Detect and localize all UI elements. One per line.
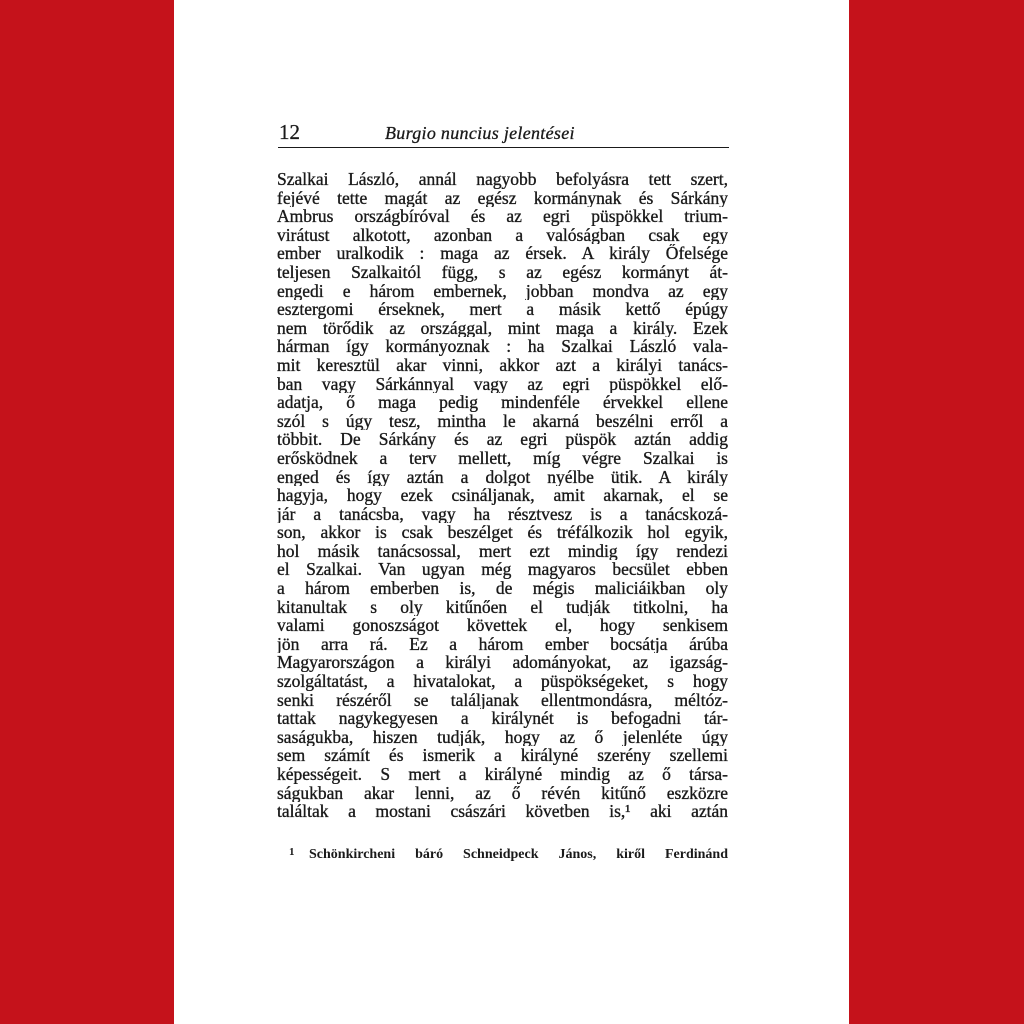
text-line: hagyja, hogy ezek csináljanak, amit akarnak, el se — [277, 486, 728, 505]
text-line: szól s úgy tesz, mintha le akarná beszélni erről a — [277, 411, 728, 431]
text-line: találtak a mostani császári követben is,¹ aki aztán — [277, 802, 728, 821]
text-line: hárman így kormányoznak : ha Szalkai László vala- — [277, 337, 728, 356]
text-line: a három emberben is, de mégis maliciáikban oly — [277, 579, 728, 598]
text-line: fejévé tette magát az egész kormánynak és Sárkány — [277, 188, 728, 208]
right-red-border — [849, 0, 1024, 1024]
footnote — [289, 845, 728, 865]
text-line: jön arra rá. Ez a három ember bocsátja árúba — [277, 634, 728, 654]
text-line: erősködnek a terv mellett, míg végre Szalkai is — [277, 448, 728, 468]
text-line: jár a tanácsba, vagy ha résztvesz is a tanácskozá- — [277, 504, 728, 524]
text-line: tattak nagykegyesen a királynét is befogadni tár- — [277, 709, 728, 728]
text-line: ságukban akar lenni, az ő révén kitűnő eszközre — [277, 783, 728, 803]
text-line: ban vagy Sárkánnyal vagy az egri püspökkel elő- — [277, 374, 728, 394]
text-line: son, akkor is csak beszélget és tréfálkozik hol egyik, — [277, 523, 728, 542]
text-line: esztergomi érseknek, mert a másik kettő épúgy — [277, 300, 728, 319]
text-line: enged és így aztán a dolgot nyélbe ütik. A király — [277, 467, 728, 487]
text-line: Magyarországon a királyi adományokat, az igazság- — [277, 653, 728, 673]
text-line: engedi e három embernek, jobban mondva az egy — [277, 281, 728, 301]
footnote-marker: 1 — [289, 846, 295, 858]
text-line: ember uralkodik : maga az érsek. A király Őfelsége — [277, 244, 728, 263]
text-line: kitanultak s oly kitűnően el tudják titkolni, ha — [277, 597, 728, 617]
running-head: Burgio nuncius jelentései — [385, 123, 575, 143]
text-line: valami gonoszságot követtek el, hogy senkisem — [277, 616, 728, 635]
text-line: teljesen Szalkaitól függ, s az egész kormányt át- — [277, 262, 728, 282]
text-line: többit. De Sárkány és az egri püspök aztán addig — [277, 430, 728, 449]
text-line: adatja, ő maga pedig mindenféle érvekkel ellene — [277, 393, 728, 412]
text-line: hol másik tanácsossal, mert ezt mindig így rendezi — [277, 541, 728, 561]
page-number: 12 — [279, 120, 300, 144]
text-line: Szalkai László, annál nagyobb befolyásra tett szert, — [277, 170, 728, 189]
text-line: senki részéről se találjanak ellentmondásra, méltóz- — [277, 690, 728, 710]
text-line: el Szalkai. Van ugyan még magyaros becsület ebben — [277, 560, 728, 580]
left-red-border — [0, 0, 174, 1024]
body-text — [277, 170, 728, 821]
footnote-text: Schönkircheni báró Schneidpeck János, kiről Ferdinánd — [309, 847, 728, 862]
text-line: saságukba, hiszen tudják, hogy az ő jelenléte úgy — [277, 727, 728, 747]
text-line: sem számít és ismerik a királyné szerény szellemi — [277, 746, 728, 765]
text-line: Ambrus országbíróval és az egri püspökkel trium- — [277, 207, 728, 226]
text-line: nem törődik az országgal, mint maga a király. Ezek — [277, 318, 728, 338]
text-line: virátust alkotott, azonban a valóságban csak egy — [277, 225, 728, 245]
header-rule — [278, 147, 729, 148]
text-line: képességeit. S mert a királyné mindig az ő társa- — [277, 765, 728, 784]
text-line: szolgáltatást, a hivatalokat, a püspökségeket, s hogy — [277, 672, 728, 691]
text-line: mit keresztül akar vinni, akkor azt a királyi tanács- — [277, 355, 728, 375]
